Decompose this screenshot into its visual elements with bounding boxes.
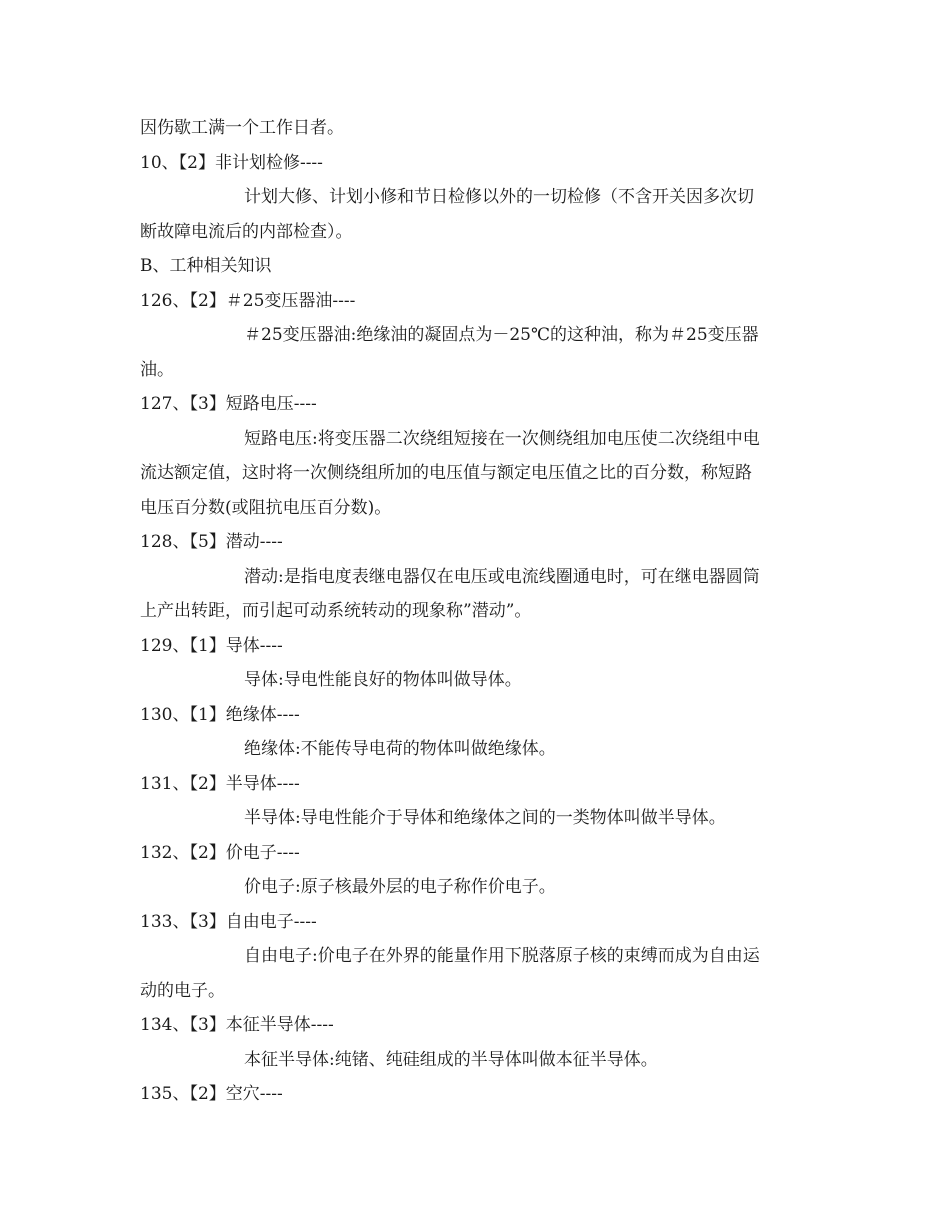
section-heading: B、工种相关知识 xyxy=(140,256,272,276)
entry-definition: 价电子:原子核最外层的电子称作价电子。 xyxy=(244,877,556,897)
text-line: 断故障电流后的内部检查）。 xyxy=(140,221,353,242)
entry-definition: 短路电压:将变压器二次绕组短接在一次侧绕组加电压使二次绕组中电 xyxy=(244,428,760,449)
entry-definition: 导体:导电性能良好的物体叫做导体。 xyxy=(244,670,522,690)
text-line: 油。 xyxy=(140,359,174,380)
entry-heading: 135、【2】空穴---- xyxy=(140,1084,283,1104)
entry-heading: 130、【1】绝缘体---- xyxy=(140,704,300,725)
entry-heading: 127、【3】短路电压---- xyxy=(140,394,317,414)
entry-definition: 潜动:是指电度表继电器仅在电压或电流线圈通电时，可在继电器圆筒 xyxy=(244,566,760,587)
text-line: 流达额定值，这时将一次侧绕组所加的电压值与额定电压值之比的百分数，称短路 xyxy=(140,463,752,483)
entry-heading: 131、【2】半导体---- xyxy=(140,773,300,794)
entry-definition: 半导体:导电性能介于导体和绝缘体之间的一类物体叫做半导体。 xyxy=(244,808,726,828)
entry-heading: 126、【2】＃25变压器油---- xyxy=(140,290,356,311)
entry-heading: 128、【5】潜动---- xyxy=(140,532,283,552)
entry-heading: 10、【2】非计划检修---- xyxy=(140,152,323,173)
entry-definition: ＃25变压器油:绝缘油的凝固点为－25℃的这种油，称为＃25变压器 xyxy=(244,325,759,345)
entry-heading: 132、【2】价电子---- xyxy=(140,842,300,863)
document-body xyxy=(140,111,812,1112)
text-line: 电压百分数(或阻抗电压百分数)。 xyxy=(140,497,392,518)
entry-heading: 133、【3】自由电子---- xyxy=(140,911,317,932)
entry-definition: 绝缘体:不能传导电荷的物体叫做绝缘体。 xyxy=(244,739,556,759)
entry-heading: 129、【1】导体---- xyxy=(140,635,283,656)
entry-definition: 计划大修、计划小修和节日检修以外的一切检修（不含开关因多次切 xyxy=(244,187,754,207)
entry-heading: 134、【3】本征半导体---- xyxy=(140,1015,334,1035)
text-line: 上产出转距，而引起可动系统转动的现象称”潜动”。 xyxy=(140,601,532,621)
entry-definition: 自由电子:价电子在外界的能量作用下脱落原子核的束缚而成为自由运 xyxy=(244,946,760,966)
entry-definition: 本征半导体:纯锗、纯硅组成的半导体叫做本征半导体。 xyxy=(244,1049,658,1070)
text-line: 动的电子。 xyxy=(140,980,225,1001)
text-line: 因伤歇工满一个工作日者。 xyxy=(140,118,344,138)
